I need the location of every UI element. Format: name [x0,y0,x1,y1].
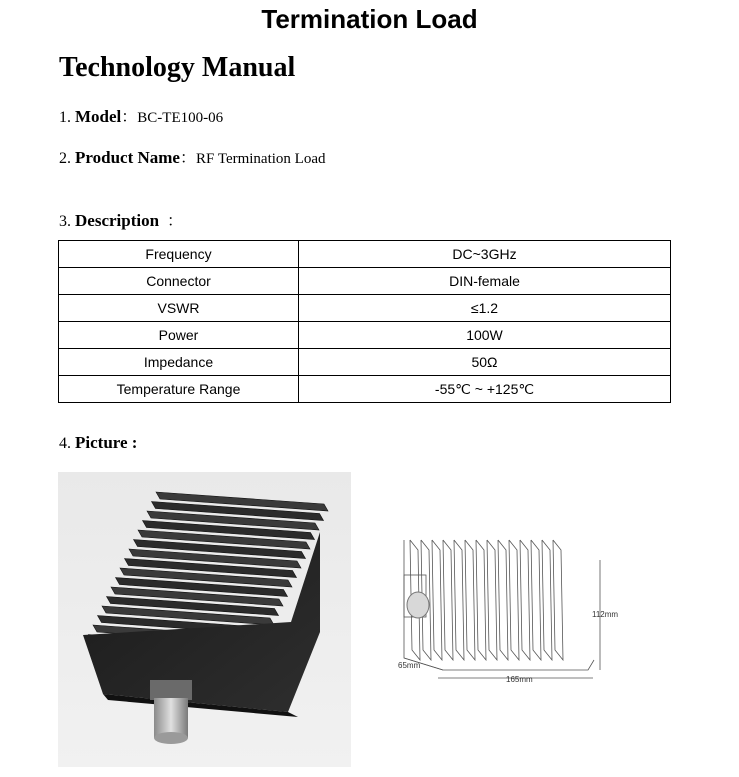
product-name-line [59,145,326,168]
drawing-fin [432,540,442,660]
drawing-fin [553,540,563,660]
picture-label: Picture : [75,433,138,452]
manual-heading: Technology Manual [59,52,296,83]
product-separator: ： [179,150,196,167]
description-separator: ： [159,213,184,230]
table-row [59,349,671,376]
picture-number-index: 4. [59,435,71,452]
connector-flange [150,680,192,700]
dimension-drawing [388,520,638,690]
table-row [59,322,671,349]
drawing-fin [487,540,497,660]
drawing-fin [531,540,541,660]
spec-value-cell: ≤1.2 [299,295,671,322]
spec-param-cell: Power [59,322,299,349]
spec-value-cell: DIN-female [299,268,671,295]
height-dimension-label: 112mm [592,610,619,619]
model-label: Model [75,107,122,126]
drawing-fin [454,540,464,660]
model-number-index: 1. [59,109,71,126]
drawing-fin [498,540,508,660]
depth-dimension-label: 65mm [398,661,421,670]
table-row [59,241,671,268]
spec-value-cell: DC~3GHz [299,241,671,268]
model-separator: ： [121,109,138,126]
table-row [59,295,671,322]
drawing-fin [443,540,453,660]
table-row [59,376,671,403]
drawing-fin [520,540,530,660]
drawing-connector-icon [407,592,429,618]
product-name-label: Product Name [75,148,180,167]
drawing-fin [476,540,486,660]
picture-line [59,433,137,453]
spec-value-cell: 100W [299,322,671,349]
description-line [59,208,183,231]
document-title: Termination Load [261,4,478,34]
heatsink-photo-graphic [58,472,351,767]
table-row [59,268,671,295]
spec-param-cell: Impedance [59,349,299,376]
product-name-value: RF Termination Load [196,151,326,167]
drawing-fins [404,540,594,670]
spec-param-cell: Temperature Range [59,376,299,403]
spec-value-cell: -55℃ ~ +125℃ [299,376,671,403]
connector-face [154,732,188,744]
dimension-drawing-graphic [388,520,638,690]
spec-param-cell: Connector [59,268,299,295]
model-line [59,104,223,127]
spec-param-cell: VSWR [59,295,299,322]
drawing-fin [542,540,552,660]
spec-param-cell: Frequency [59,241,299,268]
product-photo [58,472,351,767]
spec-table [58,240,671,403]
product-number-index: 2. [59,150,71,167]
drawing-fin [509,540,519,660]
model-value: BC-TE100-06 [137,110,224,126]
spec-value-cell: 50Ω [299,349,671,376]
description-label: Description [75,211,160,230]
drawing-fin [465,540,475,660]
description-number-index: 3. [59,213,71,230]
length-dimension-label: 165mm [506,675,533,684]
